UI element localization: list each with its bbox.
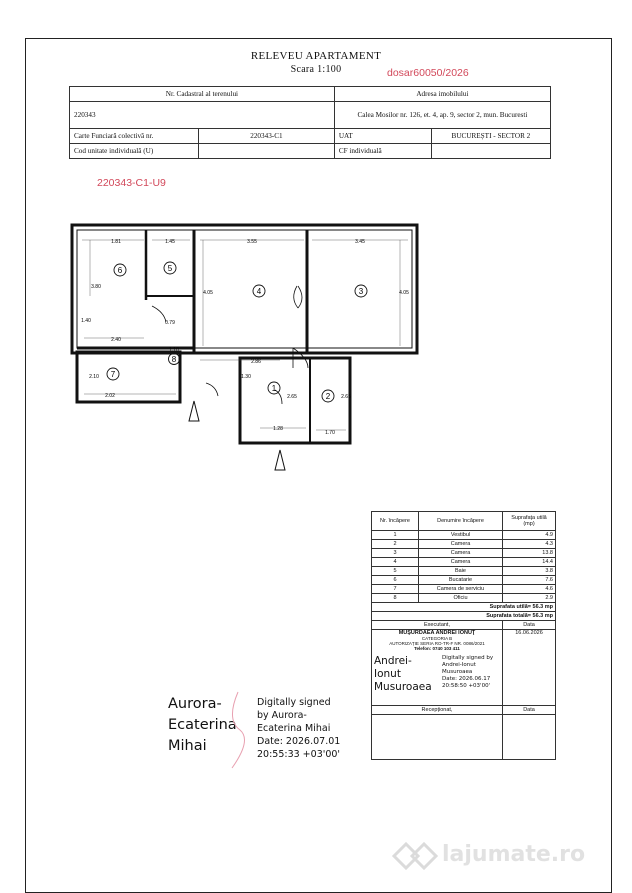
carte-funciara-value: 220343-C1 [199,129,335,144]
dimension-label: 2.10 [89,374,99,380]
row-name: Vestibul [419,531,503,540]
signature-info-line: 20:55:33 +03'00' [257,749,341,760]
watermark-text: lajumate.ro [442,841,586,867]
table-row [372,558,556,567]
nr-cadastral-value: 220343 [70,102,335,129]
row-area: 14.4 [503,558,556,567]
dimension-label: 1.28 [273,426,283,432]
uat-value: BUCUREȘTI - SECTOR 2 [431,129,550,144]
row-name: Camera [419,549,503,558]
unit-id-label: 220343-C1-U9 [97,177,166,189]
executant-name: MUŞURDAEA ANDREI IONUŢ [398,630,476,636]
room-label-4: 4 [256,287,262,296]
row-name: Camera [419,558,503,567]
cadastral-table [69,86,551,159]
sig-name: Andrei- [374,655,412,667]
sig-info: Andrei-Ionut [442,662,476,668]
col-header-name: Denumire încăpere [419,512,503,531]
dimension-label: 1.10 [169,347,179,353]
row-nr: 1 [372,531,419,540]
dimension-label: 2.86 [251,359,261,365]
row-name: Oficiu [419,594,503,603]
floor-plan [60,218,430,478]
table-row [372,585,556,594]
signature-name-line: Mihai [168,738,207,754]
watermark [392,838,585,870]
entrance-arrow-icon [189,401,199,421]
sig-info: Digitally signed by [442,655,494,661]
carte-funciara-label: Carte Funciară colectivă nr. [70,129,199,144]
table-row [372,540,556,549]
dimension-label: 2.65 [287,394,297,400]
data-label-2: Data [503,706,556,715]
adresa-value: Calea Mosilor nr. 126, et. 4, ap. 9, sector 2, mun. Bucuresti [334,102,550,129]
executant-categoria: CATEGORIA B [421,636,453,641]
sig-info: Date: 2026.06.17 [442,676,491,682]
row-area: 3.8 [503,567,556,576]
dimension-label: 4.05 [203,290,213,296]
door-swing [206,383,218,396]
suprafata-utila: Suprafata utilă= 56.3 mp [372,603,556,612]
row-area: 4.9 [503,531,556,540]
room-label-2: 2 [325,392,331,401]
entrance-arrow-icon [275,450,285,470]
adresa-label: Adresa imobilului [334,87,550,102]
uat-label: UAT [334,129,431,144]
row-area: 13.8 [503,549,556,558]
outer-wall [72,225,417,353]
sig-info: Musuroaea [442,669,473,675]
executant-label: Executant, [372,621,503,630]
row-nr: 2 [372,540,419,549]
room-label-1: 1 [271,384,277,393]
dimension-label: 1.40 [81,318,91,324]
dimension-label: 3.55 [247,239,257,245]
col-header-nr: Nr. încăpere [372,512,419,531]
dimension-label: 0.79 [165,320,175,326]
signature-info-line: Date: 2026.07.01 [257,736,341,747]
executant-cell [372,630,503,706]
room-label-6: 6 [117,266,123,275]
row-name: Bucatarie [419,576,503,585]
row-nr: 8 [372,594,419,603]
signature-name-line: Ecaterina [168,717,237,733]
executant-signature [374,655,500,694]
table-row [372,567,556,576]
row-area: 4.3 [503,540,556,549]
signature-info [257,696,340,761]
dimension-label: 3.45 [355,239,365,245]
col-header-area: Suprafața utilă (mp) [503,512,556,531]
signature-name-line: Aurora- [168,696,222,712]
room-label-7: 7 [110,370,116,379]
dimension-label: 4.05 [399,290,409,296]
room-label-5: 5 [167,264,173,273]
dosar-stamp: dosar60050/2026 [387,67,469,79]
row-nr: 4 [372,558,419,567]
executant-autorizatie: AUTORIZAȚIE SERIA RO-TR-F NR. 0086/2021 [389,641,485,646]
row-area: 2.9 [503,594,556,603]
room-label-3: 3 [358,287,364,296]
dimension-label: 2.40 [111,337,121,343]
row-name: Camera de serviciu [419,585,503,594]
dimension-label: 2.02 [105,393,115,399]
signature-flourish [218,690,258,770]
scale-label: Scara 1:100 [290,64,342,75]
row-nr: 6 [372,576,419,585]
cf-individuala-label: CF individuală [334,144,431,159]
door-swing [152,306,166,322]
document-title: RELEVEU APARTAMENT [250,50,382,62]
sig-name: Ionut [374,668,401,680]
receptionat-cell [372,715,503,760]
dimension-label: 3.80 [91,284,101,290]
executant-date: 16.06.2026 [503,630,556,706]
dimension-label: 1.45 [165,239,175,245]
data-label: Data [503,621,556,630]
receptionat-date [503,715,556,760]
door-swing [294,286,302,308]
table-row [372,531,556,540]
room-label-8: 8 [171,355,177,364]
dimension-label: 2.65 [341,394,351,400]
sig-name: Musuroaea [374,681,432,693]
dimension-label: 1.70 [325,430,335,436]
row-nr: 5 [372,567,419,576]
table-row [372,549,556,558]
suprafata-totala: Suprafata totală= 56.3 mp [372,612,556,621]
cod-unitate-value [199,144,335,159]
signature-info-line: by Aurora- [257,710,307,721]
receptionat-label: Recepționat, [372,706,503,715]
row-area: 4.6 [503,585,556,594]
executant-telefon: Telefon: 0740 103 411 [414,646,460,651]
row-name: Baie [419,567,503,576]
signature-info-line: Digitally signed [257,697,331,708]
nr-cadastral-label: Nr. Cadastral al terenului [70,87,335,102]
row-nr: 7 [372,585,419,594]
signature-info-line: Ecaterina Mihai [257,723,331,734]
cf-individuala-value [431,144,550,159]
row-area: 7.6 [503,576,556,585]
row-nr: 3 [372,549,419,558]
table-row [372,576,556,585]
dimension-label: 1.81 [111,239,121,245]
cod-unitate-label: Cod unitate individuală (U) [70,144,199,159]
dimension-label: 1.30 [241,374,251,380]
sig-info: 20:58:50 +03'00' [442,683,491,689]
table-row [372,594,556,603]
row-name: Camera [419,540,503,549]
watermark-logo-icon [392,838,438,870]
rooms-table [371,511,556,760]
